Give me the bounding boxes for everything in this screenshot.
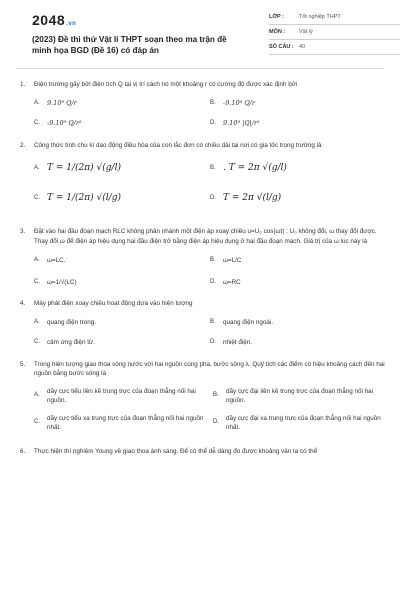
- question-3: [20, 227, 386, 287]
- option-text: -9.10⁹ Q/r²: [47, 119, 82, 127]
- question-6: [20, 447, 386, 457]
- meta-row-class: [269, 10, 400, 25]
- option-text: ω=RC: [223, 278, 241, 286]
- question-1: [20, 80, 386, 129]
- option-d[interactable]: [213, 414, 386, 433]
- question-stem: Đặt vào hai đầu đoạn mạch RLC không phân nhánh một điện áp xoay chiều u=U₀ cos(ωt) ; U₀ không đổi, ω thay đổi được. Thay đổi ω để điện áp hiệu dụng hai đầu điện trở bằng điện áp hiệu dụng ở hai đầu đoạn mạch. Giá trị của ω lúc này là: [34, 228, 377, 245]
- option-label: A.: [34, 257, 40, 263]
- option-c[interactable]: [34, 414, 207, 433]
- option-text: ω=LC.: [47, 257, 66, 264]
- option-text: quang điện trong.: [47, 318, 97, 326]
- option-text: T = 1/(2π) √(l/g): [47, 192, 121, 203]
- meta-value: 40: [299, 44, 306, 50]
- question-number: 5.: [20, 360, 26, 368]
- option-label: D.: [210, 194, 216, 201]
- option-text: . T = 2π √(g/l): [223, 163, 287, 173]
- option-text: ω=L/C: [223, 257, 242, 264]
- meta-key: MÔN :: [269, 29, 286, 35]
- option-b[interactable]: [210, 318, 386, 328]
- meta-row-subject: [269, 25, 400, 40]
- option-a[interactable]: [34, 256, 210, 266]
- option-b[interactable]: [210, 99, 386, 109]
- option-label: B.: [210, 257, 216, 263]
- option-text: dãy cực đại liền kề trung trực của đoạn thẳng nối hai nguồn.: [226, 387, 374, 404]
- question-stem: Thực hiện thí nghiệm Young về giao thoa ánh sáng. Để có thể dễ dàng đo được khoảng vân ta có thể: [34, 447, 318, 455]
- option-label: C.: [34, 339, 40, 345]
- meta-value: Tốt nghiệp THPT: [299, 14, 341, 20]
- option-text: 9.10⁹ |Q|/r²: [223, 119, 260, 127]
- option-label: A.: [34, 165, 40, 171]
- option-text: -9.10⁹ Q/r: [223, 98, 255, 107]
- option-b[interactable]: [210, 256, 386, 266]
- option-label: B.: [213, 392, 219, 399]
- document-header: [16, 0, 384, 62]
- option-text: nhiệt điện.: [223, 339, 253, 346]
- question-number: 1.: [20, 81, 26, 88]
- option-a[interactable]: [34, 164, 210, 174]
- option-c[interactable]: [34, 338, 210, 348]
- question-stem: Điện trường gây bởi điện tích Q tại vị trí cách nó một khoảng r có cường độ được xác định bởi: [34, 81, 298, 88]
- exam-meta-table: [269, 10, 400, 55]
- option-text: ω=1/√(LC): [47, 278, 77, 286]
- logo-main: 2048: [32, 12, 66, 28]
- option-label: B.: [210, 99, 216, 106]
- option-label: D.: [210, 278, 216, 285]
- meta-value: Vật lý: [299, 29, 313, 35]
- option-d[interactable]: [210, 338, 386, 348]
- option-label: B.: [210, 165, 216, 171]
- meta-key: SỐ CÂU :: [269, 44, 294, 50]
- question-number: 2.: [20, 141, 26, 149]
- option-label: A.: [34, 318, 40, 325]
- option-label: C.: [34, 194, 40, 201]
- option-b[interactable]: [210, 164, 386, 174]
- question-number: 3.: [20, 228, 26, 235]
- question-number: 6.: [20, 447, 26, 455]
- option-text: quang điện ngoài.: [223, 318, 274, 326]
- option-text: T = 1/(2π) √(g/l): [47, 163, 121, 173]
- option-label: C.: [34, 120, 40, 126]
- meta-row-count: [269, 40, 400, 55]
- option-text: T = 2π √(l/g): [223, 192, 282, 203]
- logo-suffix: .vn: [66, 21, 77, 27]
- option-label: B.: [210, 318, 216, 325]
- question-4: [20, 299, 386, 348]
- option-label: C.: [34, 419, 40, 426]
- question-number: 4.: [20, 300, 26, 307]
- option-text: cảm ứng điện từ.: [47, 339, 95, 346]
- option-d[interactable]: [210, 194, 386, 204]
- question-stem: Công thức tính chu kì dao động điều hòa của con lắc đơn có chiều dài tại nơi có gia tốc trọng trường là: [34, 141, 322, 149]
- exam-title: (2023) Đề thi thử Vật lí THPT soạn theo ma trận đề minh họa BGD (Đề 16) có đáp án: [32, 35, 227, 55]
- question-2: [20, 141, 386, 204]
- option-text: dãy cực đại xa trung trực của đoạn thẳng nối hai nguồn nhất.: [226, 414, 381, 431]
- option-c[interactable]: [34, 194, 210, 204]
- option-c[interactable]: [34, 278, 210, 288]
- option-d[interactable]: [210, 119, 386, 129]
- question-stem: Trong hiện tượng giao thoa sóng nước với hai nguồn cùng pha, bước sóng λ. Quỹ tích các điểm có hiệu khoảng cách đến hai nguồn bằng bước sóng là: [34, 360, 385, 377]
- option-text: 9.10⁹ Q/r: [47, 98, 77, 107]
- option-label: D.: [213, 419, 219, 426]
- site-logo[interactable]: [32, 12, 76, 28]
- option-label: D.: [210, 339, 216, 345]
- option-b[interactable]: [213, 387, 386, 406]
- option-label: A.: [34, 392, 40, 399]
- question-stem: Máy phát điện xoay chiều hoạt động dựa vào hiện tượng: [34, 300, 193, 307]
- option-label: C.: [34, 278, 40, 285]
- option-label: A.: [34, 99, 40, 106]
- option-text: dãy cực tiểu liền kề trung trực của đoạn thẳng nối hai nguồn.: [47, 387, 196, 404]
- question-5: [20, 360, 386, 433]
- option-text: dãy cực tiểu xa trung trực của đoạn thẳng nối hai nguồn nhất.: [47, 414, 204, 431]
- question-list: [20, 80, 386, 456]
- option-a[interactable]: [34, 387, 207, 406]
- option-label: D.: [210, 120, 216, 126]
- option-a[interactable]: [34, 99, 210, 109]
- option-d[interactable]: [210, 278, 386, 288]
- option-a[interactable]: [34, 318, 210, 328]
- header-divider: [16, 68, 384, 69]
- option-c[interactable]: [34, 119, 210, 129]
- meta-key: LỚP :: [269, 14, 284, 20]
